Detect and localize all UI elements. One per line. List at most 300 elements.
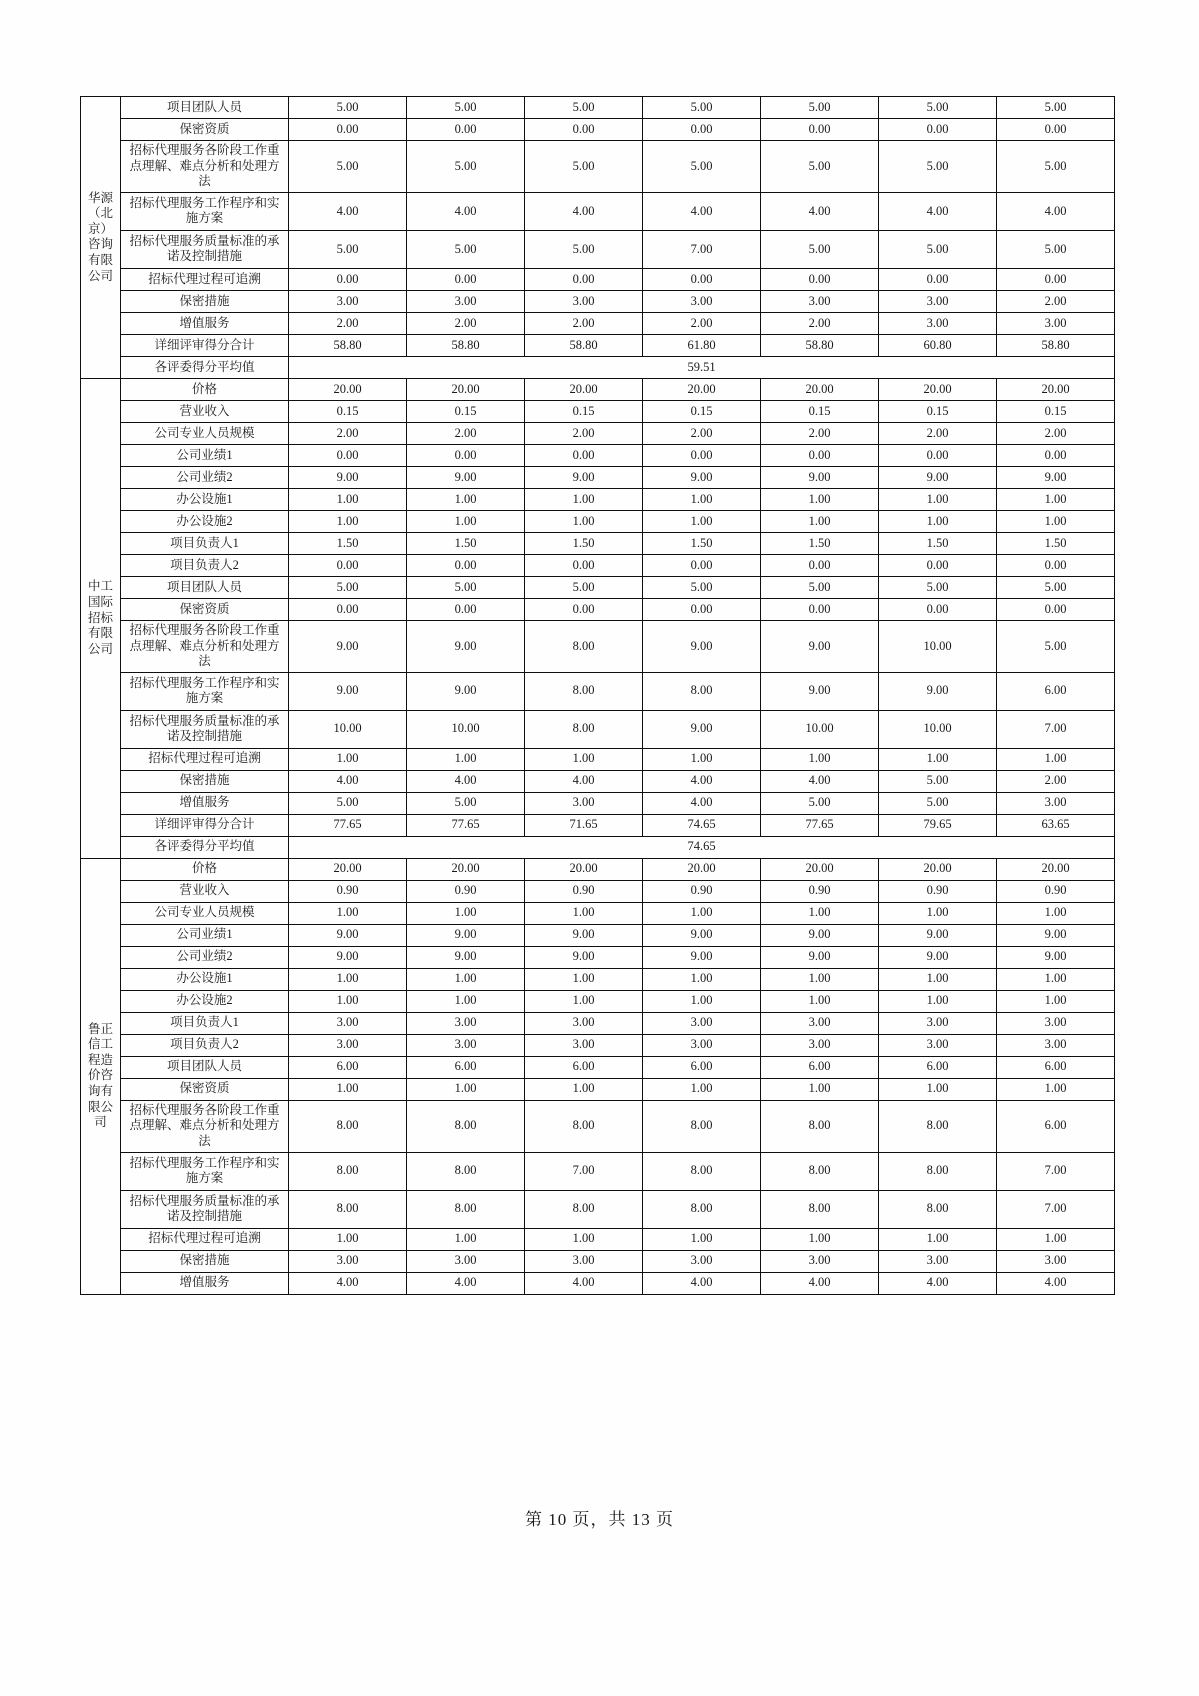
score-cell: 7.00 <box>525 1152 643 1190</box>
score-cell: 77.65 <box>407 814 525 836</box>
table-row <box>81 620 1115 672</box>
score-cell: 5.00 <box>879 792 997 814</box>
vendor-name-cell: 鲁正信工程造价咨询有限公司 <box>81 858 121 1294</box>
score-cell: 8.00 <box>761 1152 879 1190</box>
table-row <box>81 192 1115 230</box>
score-cell: 0.00 <box>289 119 407 141</box>
table-row <box>81 422 1115 444</box>
score-cell: 9.00 <box>997 924 1115 946</box>
score-cell: 1.00 <box>289 902 407 924</box>
score-cell: 3.00 <box>761 1034 879 1056</box>
average-row <box>81 836 1115 858</box>
score-cell: 5.00 <box>289 141 407 193</box>
score-cell: 1.00 <box>761 510 879 532</box>
score-cell: 1.00 <box>997 748 1115 770</box>
score-cell: 0.90 <box>761 880 879 902</box>
score-cell: 2.00 <box>525 312 643 334</box>
score-cell: 1.50 <box>643 532 761 554</box>
score-cell: 4.00 <box>289 1272 407 1294</box>
score-cell: 3.00 <box>525 290 643 312</box>
score-cell: 0.15 <box>997 400 1115 422</box>
table-row <box>81 672 1115 710</box>
score-cell: 5.00 <box>525 97 643 119</box>
criterion-cell: 项目负责人2 <box>121 554 289 576</box>
table-row <box>81 510 1115 532</box>
criterion-cell: 招标代理服务质量标准的承诺及控制措施 <box>121 230 289 268</box>
criterion-cell: 项目负责人2 <box>121 1034 289 1056</box>
score-cell: 8.00 <box>643 1100 761 1152</box>
table-row <box>81 946 1115 968</box>
score-cell: 8.00 <box>289 1100 407 1152</box>
table-row <box>81 119 1115 141</box>
score-cell: 0.00 <box>879 598 997 620</box>
score-cell: 5.00 <box>407 792 525 814</box>
score-cell: 3.00 <box>289 290 407 312</box>
score-cell: 20.00 <box>525 858 643 880</box>
score-cell: 3.00 <box>997 792 1115 814</box>
score-cell: 8.00 <box>879 1100 997 1152</box>
score-cell: 1.00 <box>879 1228 997 1250</box>
score-cell: 8.00 <box>525 710 643 748</box>
criterion-cell: 价格 <box>121 858 289 880</box>
score-cell: 6.00 <box>643 1056 761 1078</box>
score-cell: 3.00 <box>879 1250 997 1272</box>
score-cell: 9.00 <box>289 946 407 968</box>
score-cell: 4.00 <box>643 770 761 792</box>
score-cell: 1.50 <box>997 532 1115 554</box>
score-cell: 1.50 <box>525 532 643 554</box>
score-cell: 1.00 <box>879 488 997 510</box>
score-cell: 8.00 <box>407 1100 525 1152</box>
score-cell: 1.00 <box>997 488 1115 510</box>
table-row <box>81 466 1115 488</box>
score-cell: 9.00 <box>407 466 525 488</box>
score-cell: 0.00 <box>407 598 525 620</box>
score-cell: 4.00 <box>525 1272 643 1294</box>
score-cell: 9.00 <box>407 672 525 710</box>
score-cell: 1.00 <box>525 510 643 532</box>
average-label-cell: 各评委得分平均值 <box>121 836 289 858</box>
score-cell: 0.00 <box>407 119 525 141</box>
score-cell: 1.00 <box>525 990 643 1012</box>
score-cell: 5.00 <box>997 141 1115 193</box>
criterion-cell: 保密措施 <box>121 1250 289 1272</box>
score-cell: 4.00 <box>997 192 1115 230</box>
criterion-cell: 增值服务 <box>121 1272 289 1294</box>
score-cell: 5.00 <box>997 576 1115 598</box>
score-cell: 20.00 <box>525 378 643 400</box>
score-cell: 9.00 <box>761 924 879 946</box>
score-cell: 0.15 <box>761 400 879 422</box>
score-cell: 9.00 <box>761 620 879 672</box>
score-cell: 9.00 <box>761 672 879 710</box>
score-cell: 8.00 <box>407 1190 525 1228</box>
score-cell: 1.00 <box>289 1078 407 1100</box>
score-cell: 6.00 <box>761 1056 879 1078</box>
score-cell: 4.00 <box>525 192 643 230</box>
score-cell: 1.50 <box>407 532 525 554</box>
score-cell: 1.00 <box>289 968 407 990</box>
criterion-cell: 办公设施1 <box>121 968 289 990</box>
score-cell: 1.00 <box>997 1078 1115 1100</box>
score-cell: 5.00 <box>761 141 879 193</box>
score-cell: 5.00 <box>407 97 525 119</box>
score-cell: 5.00 <box>525 141 643 193</box>
score-cell: 0.00 <box>879 444 997 466</box>
score-cell: 0.00 <box>289 444 407 466</box>
criterion-cell: 项目团队人员 <box>121 1056 289 1078</box>
table-row <box>81 1272 1115 1294</box>
score-cell: 4.00 <box>289 192 407 230</box>
score-cell: 3.00 <box>879 1034 997 1056</box>
score-cell: 2.00 <box>997 422 1115 444</box>
criterion-cell: 办公设施2 <box>121 510 289 532</box>
score-cell: 5.00 <box>643 97 761 119</box>
score-cell: 1.00 <box>997 902 1115 924</box>
score-cell: 1.00 <box>879 902 997 924</box>
score-cell: 0.00 <box>761 598 879 620</box>
score-cell: 5.00 <box>289 97 407 119</box>
score-cell: 79.65 <box>879 814 997 836</box>
score-cell: 1.00 <box>643 1228 761 1250</box>
criterion-cell: 招标代理服务各阶段工作重点理解、难点分析和处理方法 <box>121 620 289 672</box>
score-cell: 20.00 <box>879 378 997 400</box>
score-cell: 3.00 <box>761 290 879 312</box>
score-cell: 8.00 <box>289 1190 407 1228</box>
score-cell: 9.00 <box>997 946 1115 968</box>
score-cell: 20.00 <box>761 858 879 880</box>
table-row <box>81 792 1115 814</box>
table-row <box>81 488 1115 510</box>
score-cell: 0.00 <box>525 554 643 576</box>
table-row <box>81 1078 1115 1100</box>
score-cell: 4.00 <box>643 1272 761 1294</box>
score-cell: 3.00 <box>997 1250 1115 1272</box>
score-cell: 3.00 <box>879 312 997 334</box>
score-cell: 2.00 <box>525 422 643 444</box>
table-row <box>81 598 1115 620</box>
score-cell: 6.00 <box>879 1056 997 1078</box>
criterion-cell: 项目负责人1 <box>121 532 289 554</box>
criterion-cell: 招标代理过程可追溯 <box>121 268 289 290</box>
score-cell: 3.00 <box>879 290 997 312</box>
score-cell: 0.00 <box>289 598 407 620</box>
score-cell: 8.00 <box>525 672 643 710</box>
score-cell: 3.00 <box>289 1012 407 1034</box>
score-cell: 0.15 <box>879 400 997 422</box>
score-cell: 2.00 <box>643 422 761 444</box>
score-cell: 3.00 <box>643 1012 761 1034</box>
score-cell: 4.00 <box>525 770 643 792</box>
score-cell: 4.00 <box>407 192 525 230</box>
score-cell: 8.00 <box>525 1100 643 1152</box>
score-cell: 6.00 <box>997 1056 1115 1078</box>
score-cell: 4.00 <box>997 1272 1115 1294</box>
score-cell: 2.00 <box>289 422 407 444</box>
score-cell: 6.00 <box>289 1056 407 1078</box>
score-cell: 8.00 <box>407 1152 525 1190</box>
score-cell: 0.00 <box>761 268 879 290</box>
score-cell: 5.00 <box>525 576 643 598</box>
table-row <box>81 990 1115 1012</box>
score-cell: 3.00 <box>407 290 525 312</box>
table-row <box>81 576 1115 598</box>
table-row <box>81 532 1115 554</box>
average-label-cell: 各评委得分平均值 <box>121 356 289 378</box>
score-cell: 2.00 <box>879 422 997 444</box>
table-row <box>81 902 1115 924</box>
score-cell: 4.00 <box>879 1272 997 1294</box>
table-row <box>81 858 1115 880</box>
score-cell: 1.50 <box>879 532 997 554</box>
score-cell: 1.00 <box>997 510 1115 532</box>
criterion-cell: 招标代理服务工作程序和实施方案 <box>121 1152 289 1190</box>
score-cell: 0.00 <box>997 554 1115 576</box>
score-cell: 5.00 <box>761 792 879 814</box>
score-cell: 10.00 <box>289 710 407 748</box>
score-cell: 0.00 <box>407 444 525 466</box>
score-cell: 3.00 <box>407 1012 525 1034</box>
score-cell: 5.00 <box>997 620 1115 672</box>
score-cell: 1.00 <box>289 488 407 510</box>
score-cell: 20.00 <box>643 858 761 880</box>
score-cell: 0.00 <box>407 554 525 576</box>
score-cell: 1.00 <box>879 1078 997 1100</box>
table-row <box>81 554 1115 576</box>
table-row <box>81 1228 1115 1250</box>
score-cell: 3.00 <box>997 312 1115 334</box>
score-cell: 9.00 <box>997 466 1115 488</box>
score-cell: 1.00 <box>643 488 761 510</box>
score-cell: 3.00 <box>997 1012 1115 1034</box>
score-cell: 5.00 <box>761 230 879 268</box>
score-cell: 9.00 <box>761 946 879 968</box>
score-cell: 1.00 <box>525 748 643 770</box>
score-cell: 9.00 <box>289 620 407 672</box>
score-cell: 0.00 <box>407 268 525 290</box>
score-cell: 5.00 <box>761 97 879 119</box>
score-cell: 8.00 <box>525 1190 643 1228</box>
score-cell: 58.80 <box>407 334 525 356</box>
score-cell: 0.00 <box>879 268 997 290</box>
score-cell: 9.00 <box>643 710 761 748</box>
score-cell: 1.00 <box>879 510 997 532</box>
score-cell: 9.00 <box>525 946 643 968</box>
score-cell: 0.90 <box>525 880 643 902</box>
score-cell: 63.65 <box>997 814 1115 836</box>
table-row <box>81 710 1115 748</box>
score-cell: 0.15 <box>643 400 761 422</box>
score-cell: 3.00 <box>289 1034 407 1056</box>
table-row <box>81 1012 1115 1034</box>
table-row <box>81 1190 1115 1228</box>
criterion-cell: 招标代理服务各阶段工作重点理解、难点分析和处理方法 <box>121 1100 289 1152</box>
score-cell: 0.90 <box>997 880 1115 902</box>
score-cell: 20.00 <box>407 858 525 880</box>
vendor-name-cell: 华源（北京）咨询有限公司 <box>81 97 121 379</box>
score-cell: 77.65 <box>761 814 879 836</box>
score-cell: 4.00 <box>407 770 525 792</box>
score-cell: 1.00 <box>643 1078 761 1100</box>
score-cell: 4.00 <box>879 192 997 230</box>
score-cell: 8.00 <box>289 1152 407 1190</box>
score-cell: 1.50 <box>289 532 407 554</box>
score-cell: 2.00 <box>407 422 525 444</box>
score-cell: 3.00 <box>879 1012 997 1034</box>
score-cell: 1.00 <box>761 748 879 770</box>
score-cell: 7.00 <box>997 1190 1115 1228</box>
score-cell: 1.00 <box>643 510 761 532</box>
score-cell: 5.00 <box>407 141 525 193</box>
score-cell: 4.00 <box>407 1272 525 1294</box>
criterion-cell: 招标代理过程可追溯 <box>121 748 289 770</box>
score-cell: 0.90 <box>289 880 407 902</box>
score-cell: 3.00 <box>525 1034 643 1056</box>
score-cell: 1.00 <box>407 990 525 1012</box>
score-cell: 9.00 <box>643 946 761 968</box>
score-cell: 1.00 <box>643 902 761 924</box>
score-cell: 2.00 <box>761 312 879 334</box>
score-cell: 9.00 <box>879 924 997 946</box>
score-cell: 4.00 <box>289 770 407 792</box>
criterion-cell: 办公设施1 <box>121 488 289 510</box>
score-cell: 74.65 <box>643 814 761 836</box>
score-cell: 4.00 <box>761 1272 879 1294</box>
score-cell: 5.00 <box>407 576 525 598</box>
criterion-cell: 招标代理服务各阶段工作重点理解、难点分析和处理方法 <box>121 141 289 193</box>
score-cell: 20.00 <box>761 378 879 400</box>
criterion-cell: 保密措施 <box>121 770 289 792</box>
score-cell: 3.00 <box>407 1250 525 1272</box>
criterion-cell: 办公设施2 <box>121 990 289 1012</box>
score-cell: 20.00 <box>997 858 1115 880</box>
table-row <box>81 1100 1115 1152</box>
score-cell: 1.00 <box>525 968 643 990</box>
evaluation-score-table <box>80 96 1115 1295</box>
score-cell: 5.00 <box>525 230 643 268</box>
score-cell: 5.00 <box>643 141 761 193</box>
score-cell: 10.00 <box>879 620 997 672</box>
score-cell: 0.90 <box>643 880 761 902</box>
score-cell: 1.00 <box>289 748 407 770</box>
table-row <box>81 968 1115 990</box>
score-cell: 5.00 <box>879 576 997 598</box>
score-cell: 0.00 <box>997 268 1115 290</box>
score-cell: 3.00 <box>643 1034 761 1056</box>
table-row <box>81 814 1115 836</box>
score-cell: 5.00 <box>879 770 997 792</box>
criterion-cell: 保密资质 <box>121 598 289 620</box>
criterion-cell: 公司业绩2 <box>121 466 289 488</box>
score-cell: 6.00 <box>997 1100 1115 1152</box>
score-cell: 3.00 <box>407 1034 525 1056</box>
criterion-cell: 公司专业人员规模 <box>121 902 289 924</box>
score-cell: 1.00 <box>879 990 997 1012</box>
table-row <box>81 880 1115 902</box>
score-cell: 9.00 <box>643 924 761 946</box>
score-cell: 20.00 <box>407 378 525 400</box>
score-cell: 0.00 <box>643 598 761 620</box>
table-row <box>81 444 1115 466</box>
score-cell: 0.00 <box>761 119 879 141</box>
table-row <box>81 748 1115 770</box>
table-row <box>81 230 1115 268</box>
score-cell: 0.00 <box>525 598 643 620</box>
score-cell: 5.00 <box>289 230 407 268</box>
table-row <box>81 268 1115 290</box>
average-row <box>81 356 1115 378</box>
score-cell: 2.00 <box>289 312 407 334</box>
score-cell: 20.00 <box>879 858 997 880</box>
score-cell: 0.00 <box>997 119 1115 141</box>
score-cell: 8.00 <box>525 620 643 672</box>
table-row <box>81 312 1115 334</box>
score-cell: 1.00 <box>525 1078 643 1100</box>
score-cell: 3.00 <box>997 1034 1115 1056</box>
score-cell: 4.00 <box>761 192 879 230</box>
average-value-cell: 74.65 <box>289 836 1115 858</box>
score-cell: 60.80 <box>879 334 997 356</box>
score-cell: 1.00 <box>761 1078 879 1100</box>
score-cell: 0.00 <box>997 598 1115 620</box>
score-cell: 5.00 <box>997 230 1115 268</box>
criterion-cell: 招标代理服务质量标准的承诺及控制措施 <box>121 1190 289 1228</box>
score-cell: 1.00 <box>407 902 525 924</box>
score-cell: 3.00 <box>525 1012 643 1034</box>
criterion-cell: 详细评审得分合计 <box>121 814 289 836</box>
table-row <box>81 400 1115 422</box>
score-cell: 1.00 <box>289 510 407 532</box>
score-cell: 0.90 <box>407 880 525 902</box>
score-cell: 5.00 <box>289 576 407 598</box>
score-cell: 9.00 <box>289 466 407 488</box>
score-cell: 3.00 <box>525 792 643 814</box>
table-row <box>81 290 1115 312</box>
score-cell: 1.00 <box>525 1228 643 1250</box>
score-cell: 8.00 <box>761 1100 879 1152</box>
score-cell: 0.00 <box>643 119 761 141</box>
score-cell: 9.00 <box>407 620 525 672</box>
score-cell: 1.00 <box>289 990 407 1012</box>
score-cell: 58.80 <box>761 334 879 356</box>
score-cell: 71.65 <box>525 814 643 836</box>
score-cell: 77.65 <box>289 814 407 836</box>
score-cell: 5.00 <box>879 141 997 193</box>
score-cell: 10.00 <box>879 710 997 748</box>
table-row <box>81 97 1115 119</box>
score-cell: 0.00 <box>289 554 407 576</box>
criterion-cell: 公司业绩1 <box>121 924 289 946</box>
score-cell: 1.00 <box>997 968 1115 990</box>
score-cell: 5.00 <box>407 230 525 268</box>
criterion-cell: 营业收入 <box>121 400 289 422</box>
score-cell: 1.00 <box>879 748 997 770</box>
score-cell: 5.00 <box>997 97 1115 119</box>
score-cell: 9.00 <box>761 466 879 488</box>
criterion-cell: 保密措施 <box>121 290 289 312</box>
criterion-cell: 招标代理服务工作程序和实施方案 <box>121 192 289 230</box>
score-cell: 1.00 <box>761 968 879 990</box>
table-row <box>81 334 1115 356</box>
score-cell: 1.00 <box>407 1228 525 1250</box>
criterion-cell: 招标代理服务工作程序和实施方案 <box>121 672 289 710</box>
criterion-cell: 增值服务 <box>121 792 289 814</box>
criterion-cell: 项目团队人员 <box>121 576 289 598</box>
score-cell: 58.80 <box>997 334 1115 356</box>
score-cell: 0.00 <box>525 268 643 290</box>
table-row <box>81 770 1115 792</box>
table-row <box>81 1250 1115 1272</box>
